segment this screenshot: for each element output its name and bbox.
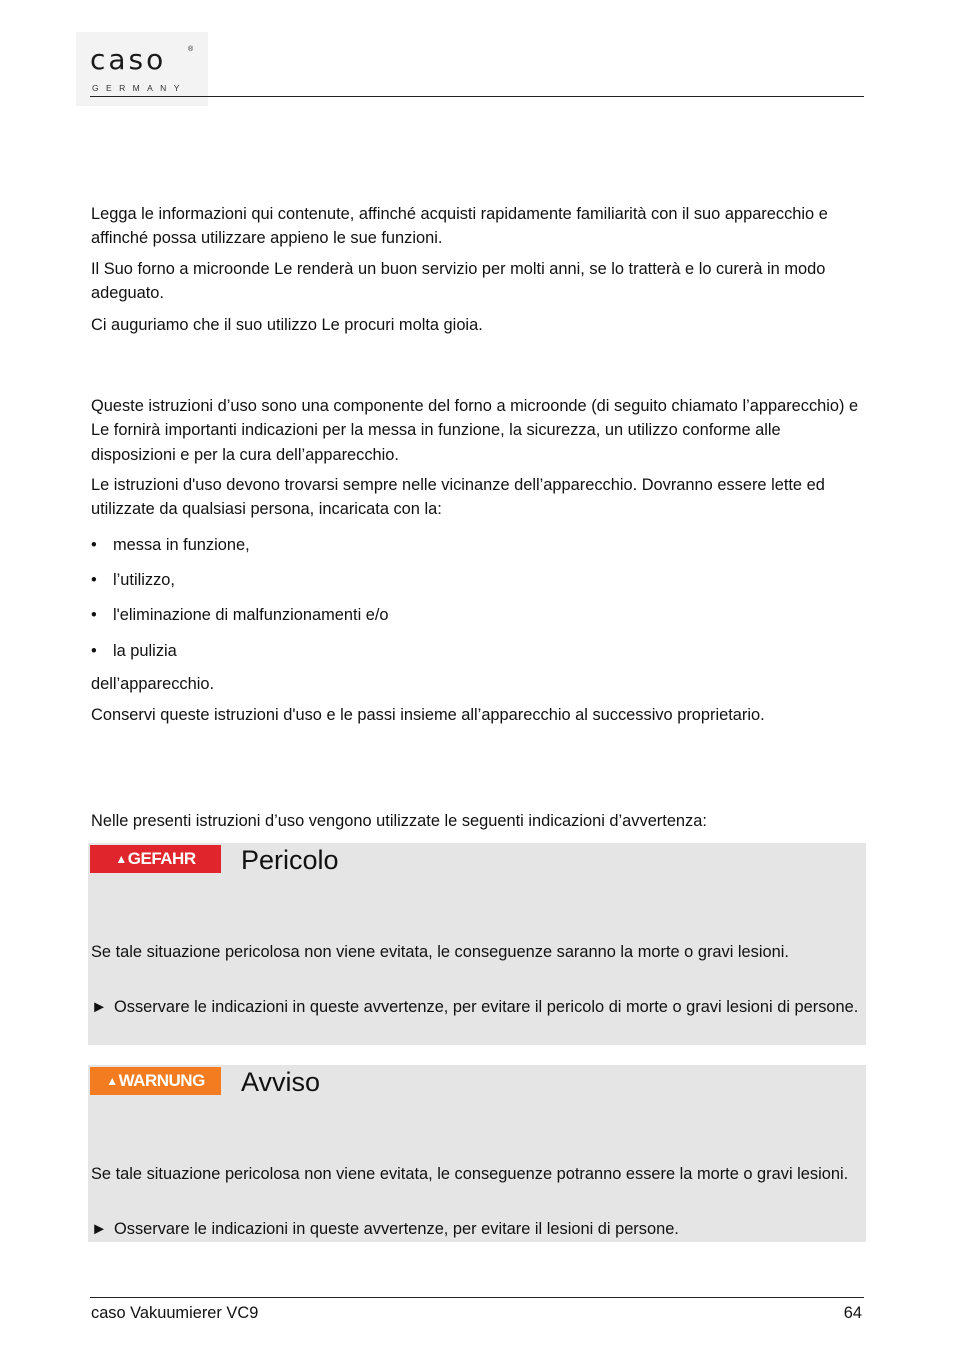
usage-paragraph-1: Queste istruzioni d’uso sono una componente del forno a microonde (di seguito chiamato l’apparecchio) e Le fornirà importanti indicazioni per la messa in funzione, la sicurezza, un utilizzo conforme alle disposizioni e per la cura dell’apparecchio. xyxy=(91,397,859,464)
footer-product-name: caso Vakuumierer VC9 xyxy=(91,1304,259,1322)
list-item: • la pulizia xyxy=(91,642,177,660)
warning-action: ► Osservare le indicazioni in queste avvertenze, per evitare il lesioni di persone. xyxy=(91,1217,863,1241)
warning-triangle-icon: ▲ xyxy=(106,1074,118,1088)
page-number: 64 xyxy=(843,1304,862,1322)
logo-registered-mark: ® xyxy=(188,46,194,53)
intro-paragraph-2: Il Suo forno a microonde Le renderà un buon servizio per molti anni, se lo tratterà e lo curerà in modo adeguato. xyxy=(91,260,826,303)
list-item: • l'eliminazione di malfunzionamenti e/o xyxy=(91,606,389,624)
danger-action: ► Osservare le indicazioni in queste avvertenze, per evitare il pericolo di morte o gravi lesioni di persone. xyxy=(91,995,863,1019)
warning-title: Avviso xyxy=(241,1067,321,1097)
footer-divider xyxy=(90,1297,864,1298)
danger-sign: ▲GEFAHR xyxy=(90,845,221,873)
warning-triangle-icon: ▲ xyxy=(115,852,127,866)
arrow-right-icon: ► xyxy=(91,998,108,1016)
usage-paragraph-4: Conservi queste istruzioni d'uso e le passi insieme all’apparecchio al successivo proprietario. xyxy=(91,706,765,724)
warnings-intro: Nelle presenti istruzioni d’uso vengono utilizzate le seguenti indicazioni d’avvertenza: xyxy=(91,812,707,830)
intro-paragraph-3: Ci auguriamo che il suo utilizzo Le procuri molta gioia. xyxy=(91,316,483,334)
usage-paragraph-2: Le istruzioni d'uso devono trovarsi sempre nelle vicinanze dell’apparecchio. Dovranno essere lette ed utilizzate da qualsiasi persona, incaricata con la: xyxy=(91,476,825,519)
list-item: • l’utilizzo, xyxy=(91,571,175,589)
logo-subtitle: GERMANY xyxy=(92,83,187,93)
warning-text: Se tale situazione pericolosa non viene evitata, le conseguenze potranno essere la morte o gravi lesioni. xyxy=(91,1165,849,1183)
intro-paragraph-1: Legga le informazioni qui contenute, affinché acquisti rapidamente familiarità con il suo apparecchio e affinché possa utilizzare appieno le sue funzioni. xyxy=(91,205,828,248)
danger-text: Se tale situazione pericolosa non viene evitata, le conseguenze saranno la morte o gravi lesioni. xyxy=(91,943,789,961)
header-divider xyxy=(90,96,864,97)
usage-paragraph-3: dell’apparecchio. xyxy=(91,675,215,693)
logo-wordmark: caso xyxy=(90,43,167,76)
list-item: • messa in funzione, xyxy=(91,536,250,554)
warning-sign: ▲WARNUNG xyxy=(90,1067,221,1095)
arrow-right-icon: ► xyxy=(91,1220,108,1238)
danger-title: Pericolo xyxy=(241,845,339,875)
